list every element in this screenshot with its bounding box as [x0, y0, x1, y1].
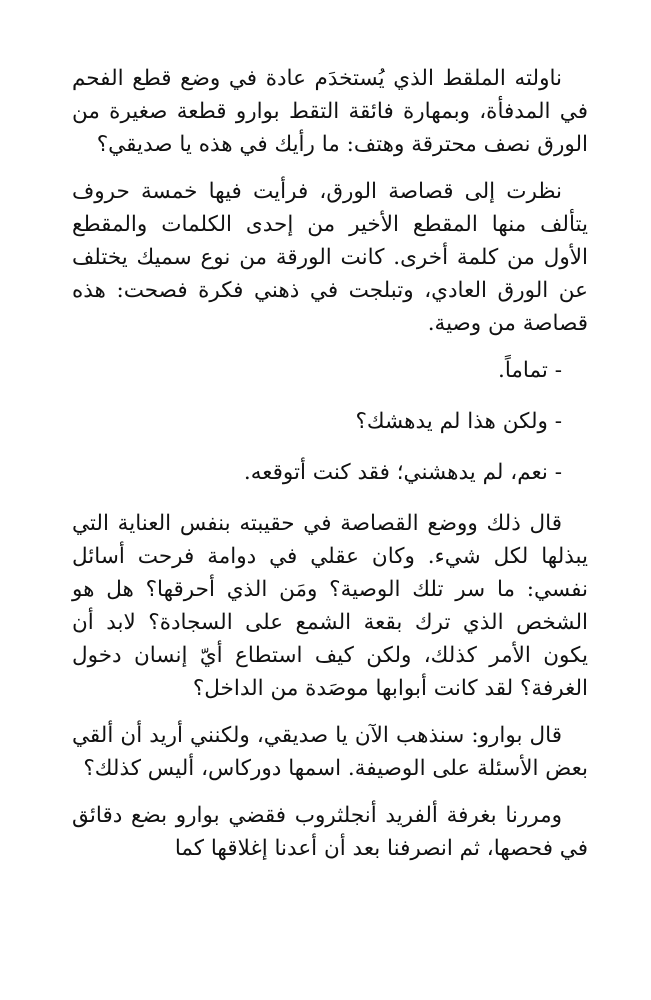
paragraph-tongs: ناولته الملقط الذي يُستخدَم عادة في وضع قطع الفحم في المدفأة، وبمهارة فائقة التقط بوارو قطعة صغيرة من الورق نصف محترقة وهتف: ما رأيك في هذه يا صديقي؟ [72, 66, 588, 157]
dialogue-line-surprised: - ولكن هذا لم يدهشك؟ [355, 409, 562, 434]
book-page [72, 62, 588, 865]
paragraph-paper-scrap: نظرت إلى قصاصة الورق، فرأيت فيها خمسة حروف يتألف منها المقطع الأخير من إحدى الكلمات والمقطع الأول من كلمة أخرى. كانت الورقة من نوع سميك يختلف عن الورق العادي، وتبلجت في ذهني فكرة فصحت: هذه قصاصة من وصية. [72, 179, 588, 336]
paragraph-will-questions: قال ذلك ووضع القصاصة في حقيبته بنفس العناية التي يبذلها لكل شيء. وكان عقلي في دوامة فرحت أسائل نفسي: ما سر تلك الوصية؟ ومَن الذي أحرقها؟ هل هو الشخص الذي ترك بقعة الشمع على السجادة؟ لابد أن يكون الأمر كذلك، ولكن كيف استطاع أيّ إنسان دخول الغرفة؟ لقد كانت أبوابها موصَدة من الداخل؟ [72, 511, 588, 701]
dialogue-line-expected: - نعم، لم يدهشني؛ فقد كنت أتوقعه. [243, 460, 562, 485]
dialogue-line-exactly: - تماماً. [498, 358, 562, 383]
paragraph-alfred-room: ومررنا بغرفة ألفريد أنجلثروب فقضي بوارو بضع دقائق في فحصها، ثم انصرفنا بعد أن أعدنا إغلاقها كما [72, 803, 588, 861]
paragraph-dorcas: قال بوارو: سنذهب الآن يا صديقي، ولكنني أريد أن ألقي بعض الأسئلة على الوصيفة. اسمها دوركاس، أليس كذلك؟ [72, 723, 588, 781]
